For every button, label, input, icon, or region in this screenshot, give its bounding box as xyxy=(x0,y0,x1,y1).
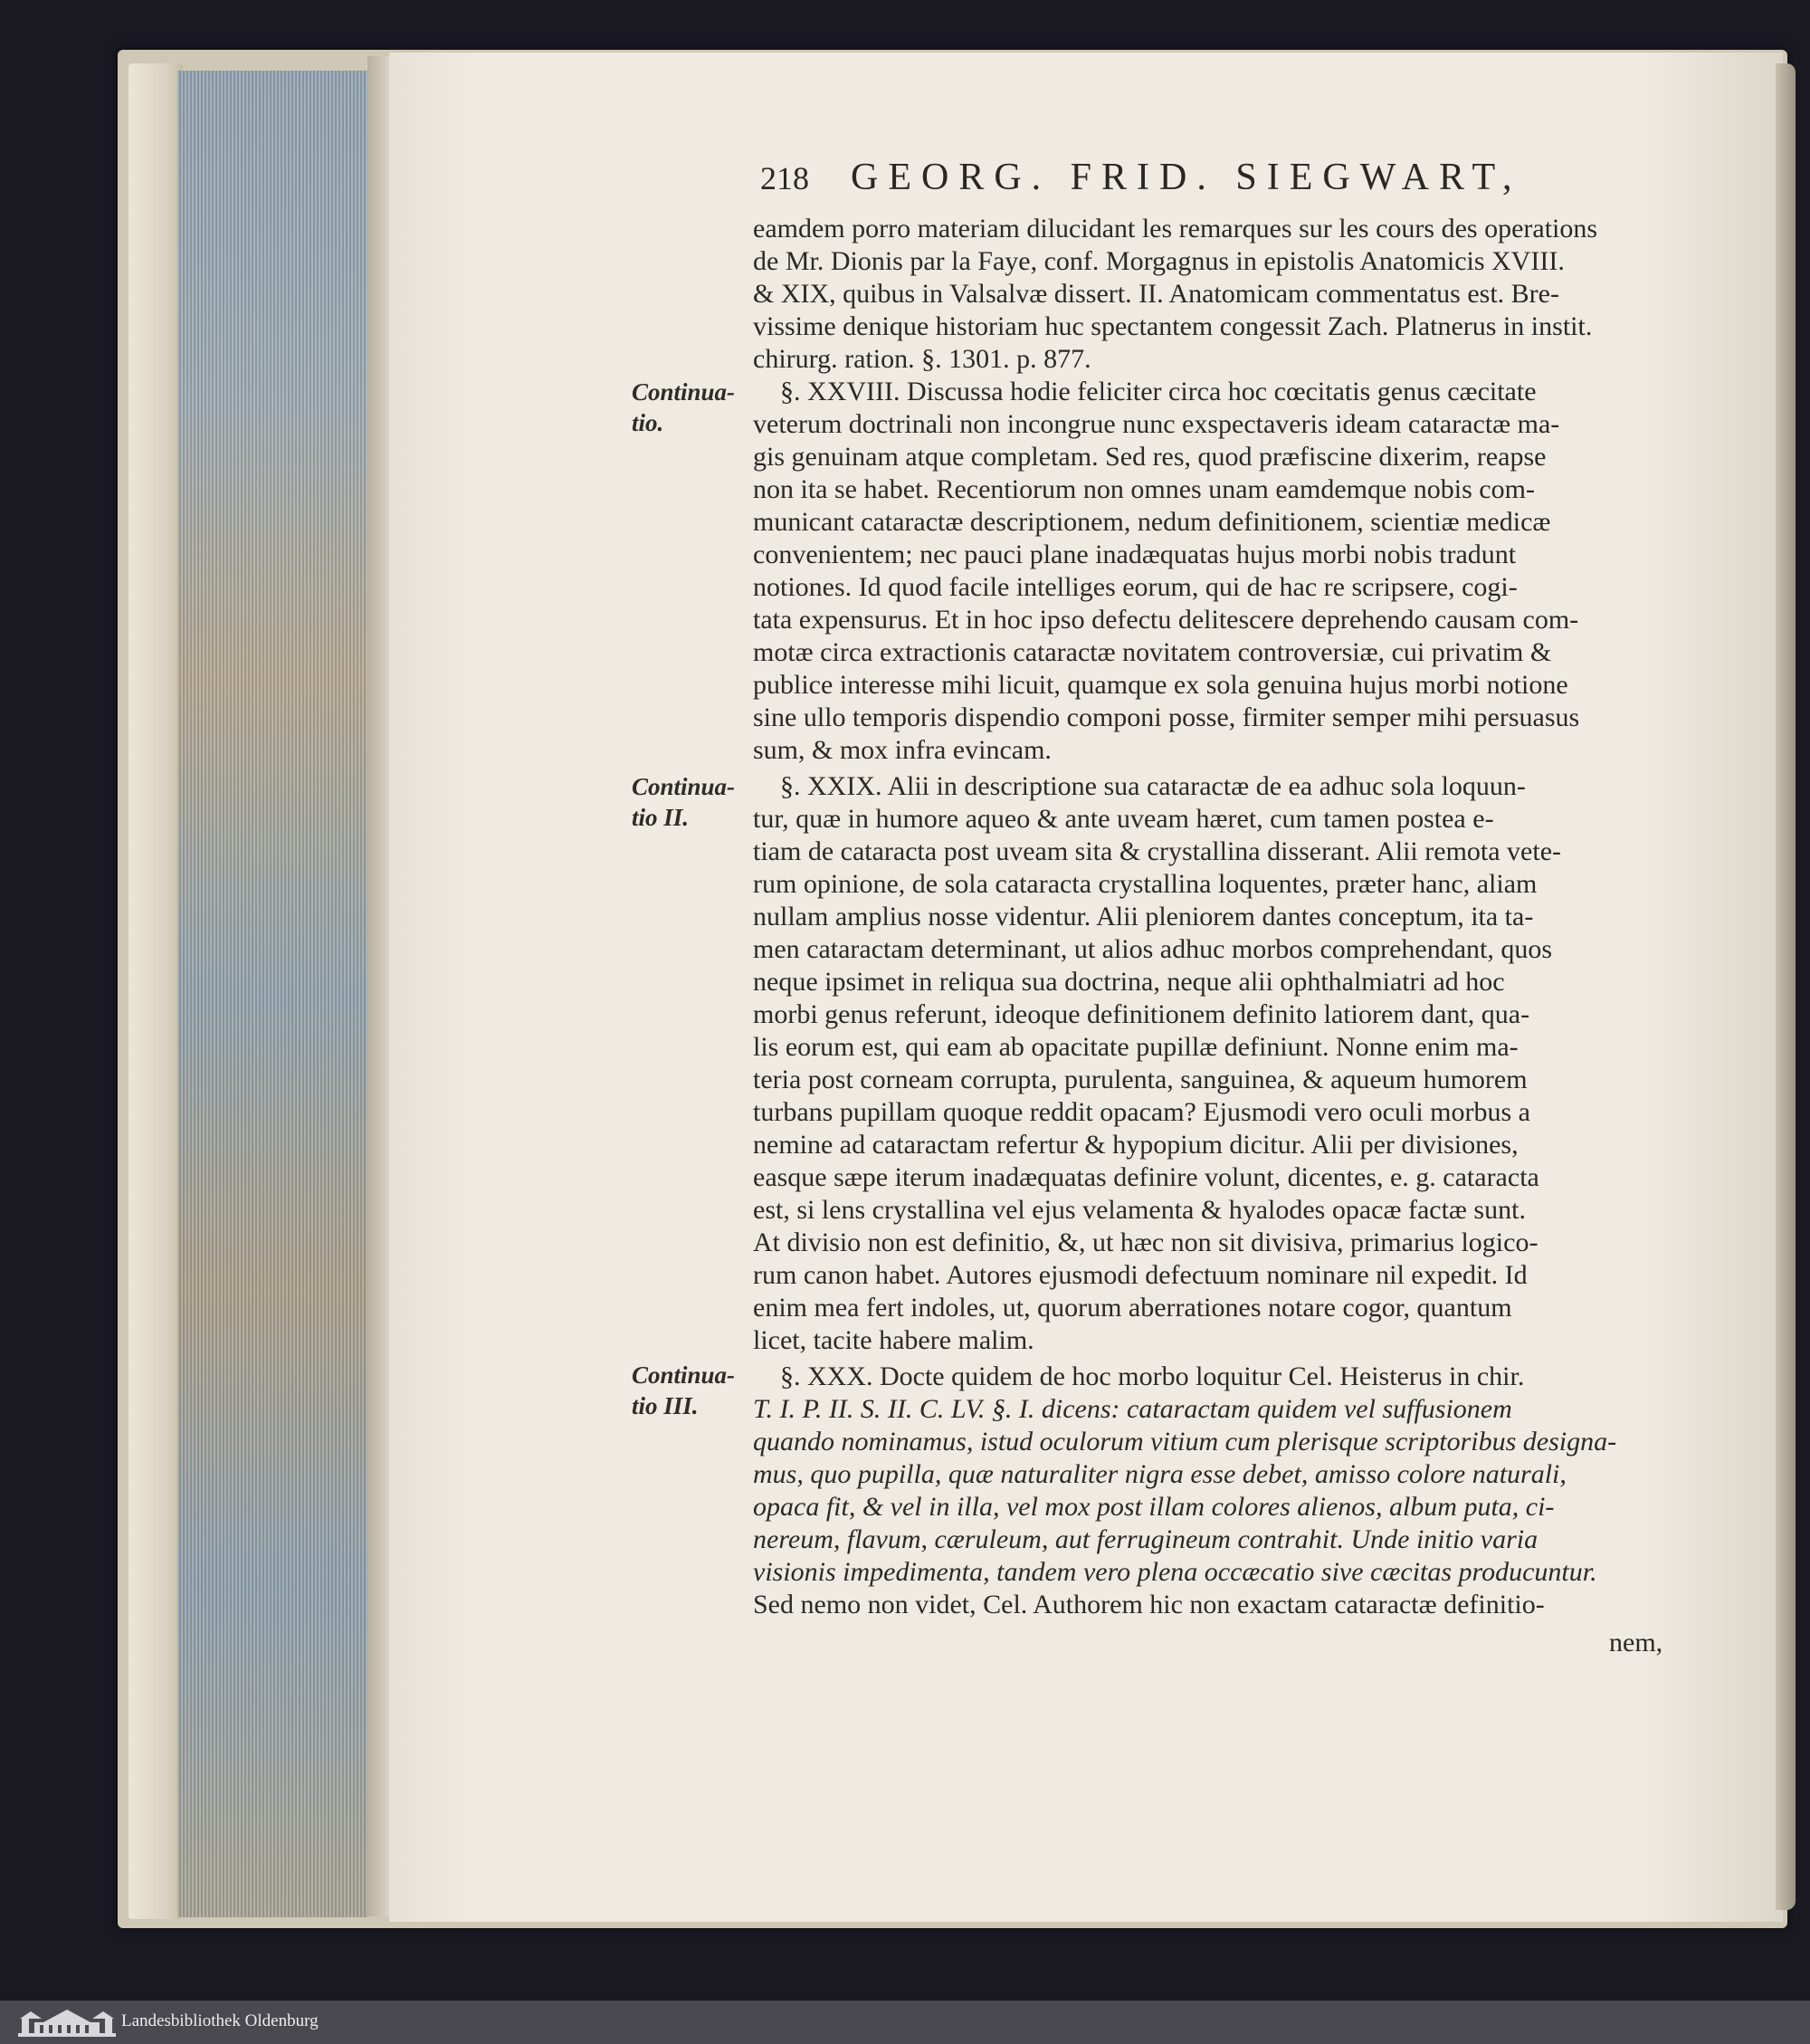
running-head xyxy=(760,156,1710,210)
text-line: non ita se habet. Recentiorum non omnes unam eamdemque nobis com- xyxy=(753,474,1535,504)
running-title: GEORG. FRID. SIEGWART, xyxy=(851,157,1522,198)
text-line: licet, tacite habere malim. xyxy=(753,1325,1034,1355)
text-line: At divisio non est definitio, &, ut hæc non sit divisiva, primarius logico- xyxy=(753,1227,1538,1257)
margin-note-continuatio-ii xyxy=(632,771,735,833)
text-line: de Mr. Dionis par la Faye, conf. Morgagnus in epistolis Anatomicis XVIII. xyxy=(753,246,1565,276)
text-line: morbi genus referunt, ideoque definitionem definito latiorem dant, qua- xyxy=(753,999,1530,1029)
library-name: Landesbibliothek Oldenburg xyxy=(121,2011,319,2030)
text-line: eamdem porro materiam dilucidant les remarques sur les cours des operations xyxy=(753,214,1598,244)
text-line: gis genuinam atque completam. Sed res, quod præfiscine dixerim, reapse xyxy=(753,442,1547,472)
text-line: men cataractam determinant, ut alios adhuc morbos comprehendant, quos xyxy=(753,934,1553,964)
text-line: tata expensurus. Et in hoc ipso defectu delitescere deprehendo causam com- xyxy=(753,605,1579,635)
text-line: sine ullo temporis dispendio componi posse, firmiter semper mihi persuasus xyxy=(753,702,1580,732)
text-line: tiam de cataracta post uveam sita & crystallina disserant. Alii remota vete- xyxy=(753,836,1562,866)
library-building-logo-icon xyxy=(16,2006,118,2039)
text-line: est, si lens crystallina vel ejus velamenta & hyalodes opacæ factæ sunt. xyxy=(753,1195,1526,1225)
margin-note-line: tio. xyxy=(632,409,664,436)
text-line: rum canon habet. Autores ejusmodi defectuum nominare nil expedit. Id xyxy=(753,1260,1528,1290)
margin-note-line: tio II. xyxy=(632,804,690,831)
text-line: nullam amplius nosse videntur. Alii pleniorem dantes conceptum, ita ta- xyxy=(753,902,1534,931)
text-line: teria post corneam corrupta, purulenta, sanguinea, & aqueum humorem xyxy=(753,1065,1528,1094)
text-line: Sed nemo non videt, Cel. Authorem hic non exactam cataractæ definitio- xyxy=(753,1590,1545,1619)
text-line: neque ipsimet in reliqua sua doctrina, neque alii ophthalmiatri ad hoc xyxy=(753,967,1505,997)
text-line: quando nominamus, istud oculorum vitium cum plerisque scriptoribus designa- xyxy=(753,1427,1617,1457)
text-line: veterum doctrinali non incongrue nunc exspectaveris ideam cataractæ ma- xyxy=(753,409,1560,439)
page-number: 218 xyxy=(760,160,809,196)
text-line: municant cataractæ descriptionem, nedum definitionem, scientiæ medicæ xyxy=(753,507,1551,537)
text-line: & XIX, quibus in Valsalvæ dissert. II. Anatomicam commentatus est. Bre- xyxy=(753,279,1559,309)
text-line: chirurg. ration. §. 1301. p. 877. xyxy=(753,344,1091,374)
margin-note-line: Continua- xyxy=(632,1361,736,1389)
text-line: tur, quæ in humore aqueo & ante uveam hæret, cum tamen postea e- xyxy=(753,804,1494,834)
section-heading-line: §. XXX. Docte quidem de hoc morbo loquitur Cel. Heisterus in chir. xyxy=(780,1361,1525,1391)
text-line: sum, & mox infra evincam. xyxy=(753,735,1052,765)
footer-bar xyxy=(0,2001,1810,2044)
text-line: opaca fit, & vel in illa, vel mox post illam colores alienos, album puta, ci- xyxy=(753,1492,1555,1522)
text-line: nereum, flavum, cæruleum, aut ferrugineum contrahit. Unde initio varia xyxy=(753,1524,1538,1554)
text-line: notiones. Id quod facile intelliges eorum, qui de hac re scripsere, cogi- xyxy=(753,572,1518,602)
margin-note-continuatio xyxy=(632,377,735,438)
text-line: easque sæpe iterum inadæquatas definire volunt, dicentes, e. g. cataracta xyxy=(753,1162,1539,1192)
text-line: publice interesse mihi licuit, quamque ex sola genuina hujus morbi notione xyxy=(753,670,1568,700)
margin-note-line: tio III. xyxy=(632,1392,699,1419)
text-line: enim mea fert indoles, ut, quorum aberrationes notare cogor, quantum xyxy=(753,1293,1512,1323)
margin-note-line: Continua- xyxy=(632,773,736,800)
text-line: turbans pupillam quoque reddit opacam? Ejusmodi vero oculi morbus a xyxy=(753,1097,1530,1127)
text-line: T. I. P. II. S. II. C. LV. §. I. dicens: cataractam quidem vel suffusionem xyxy=(753,1394,1512,1424)
margin-note-line: Continua- xyxy=(632,378,736,406)
book-cover-edge xyxy=(129,63,183,1919)
catchword: nem, xyxy=(1609,1628,1663,1657)
page-fore-edge xyxy=(177,71,367,1917)
text-line: nemine ad cataractam refertur & hypopium dicitur. Alii per divisiones, xyxy=(753,1130,1519,1160)
text-line: convenientem; nec pauci plane inadæquatas hujus morbi nobis tradunt xyxy=(753,540,1517,569)
section-heading-line: §. XXIX. Alii in descriptione sua cataractæ de ea adhuc sola loquun- xyxy=(780,771,1526,801)
text-line: mus, quo pupilla, quæ naturaliter nigra esse debet, amisso colore naturali, xyxy=(753,1459,1567,1489)
text-line: rum opinione, de sola cataracta crystallina loquentes, præter hanc, aliam xyxy=(753,869,1538,899)
section-heading-line: §. XXVIII. Discussa hodie feliciter circa hoc cœcitatis genus cæcitate xyxy=(780,377,1537,406)
text-line: visionis impedimenta, tandem vero plena occæcatio sive cæcitas producuntur. xyxy=(753,1557,1597,1587)
text-line: lis eorum est, qui eam ab opacitate pupillæ definiunt. Nonne enim ma- xyxy=(753,1032,1519,1062)
text-line: vissime denique historiam huc spectantem congessit Zach. Platnerus in instit. xyxy=(753,311,1593,341)
margin-note-continuatio-iii xyxy=(632,1360,735,1421)
text-line: motæ circa extractionis cataractæ novitatem controversiæ, cui privatim & xyxy=(753,637,1552,667)
page-curl xyxy=(1776,63,1796,1910)
